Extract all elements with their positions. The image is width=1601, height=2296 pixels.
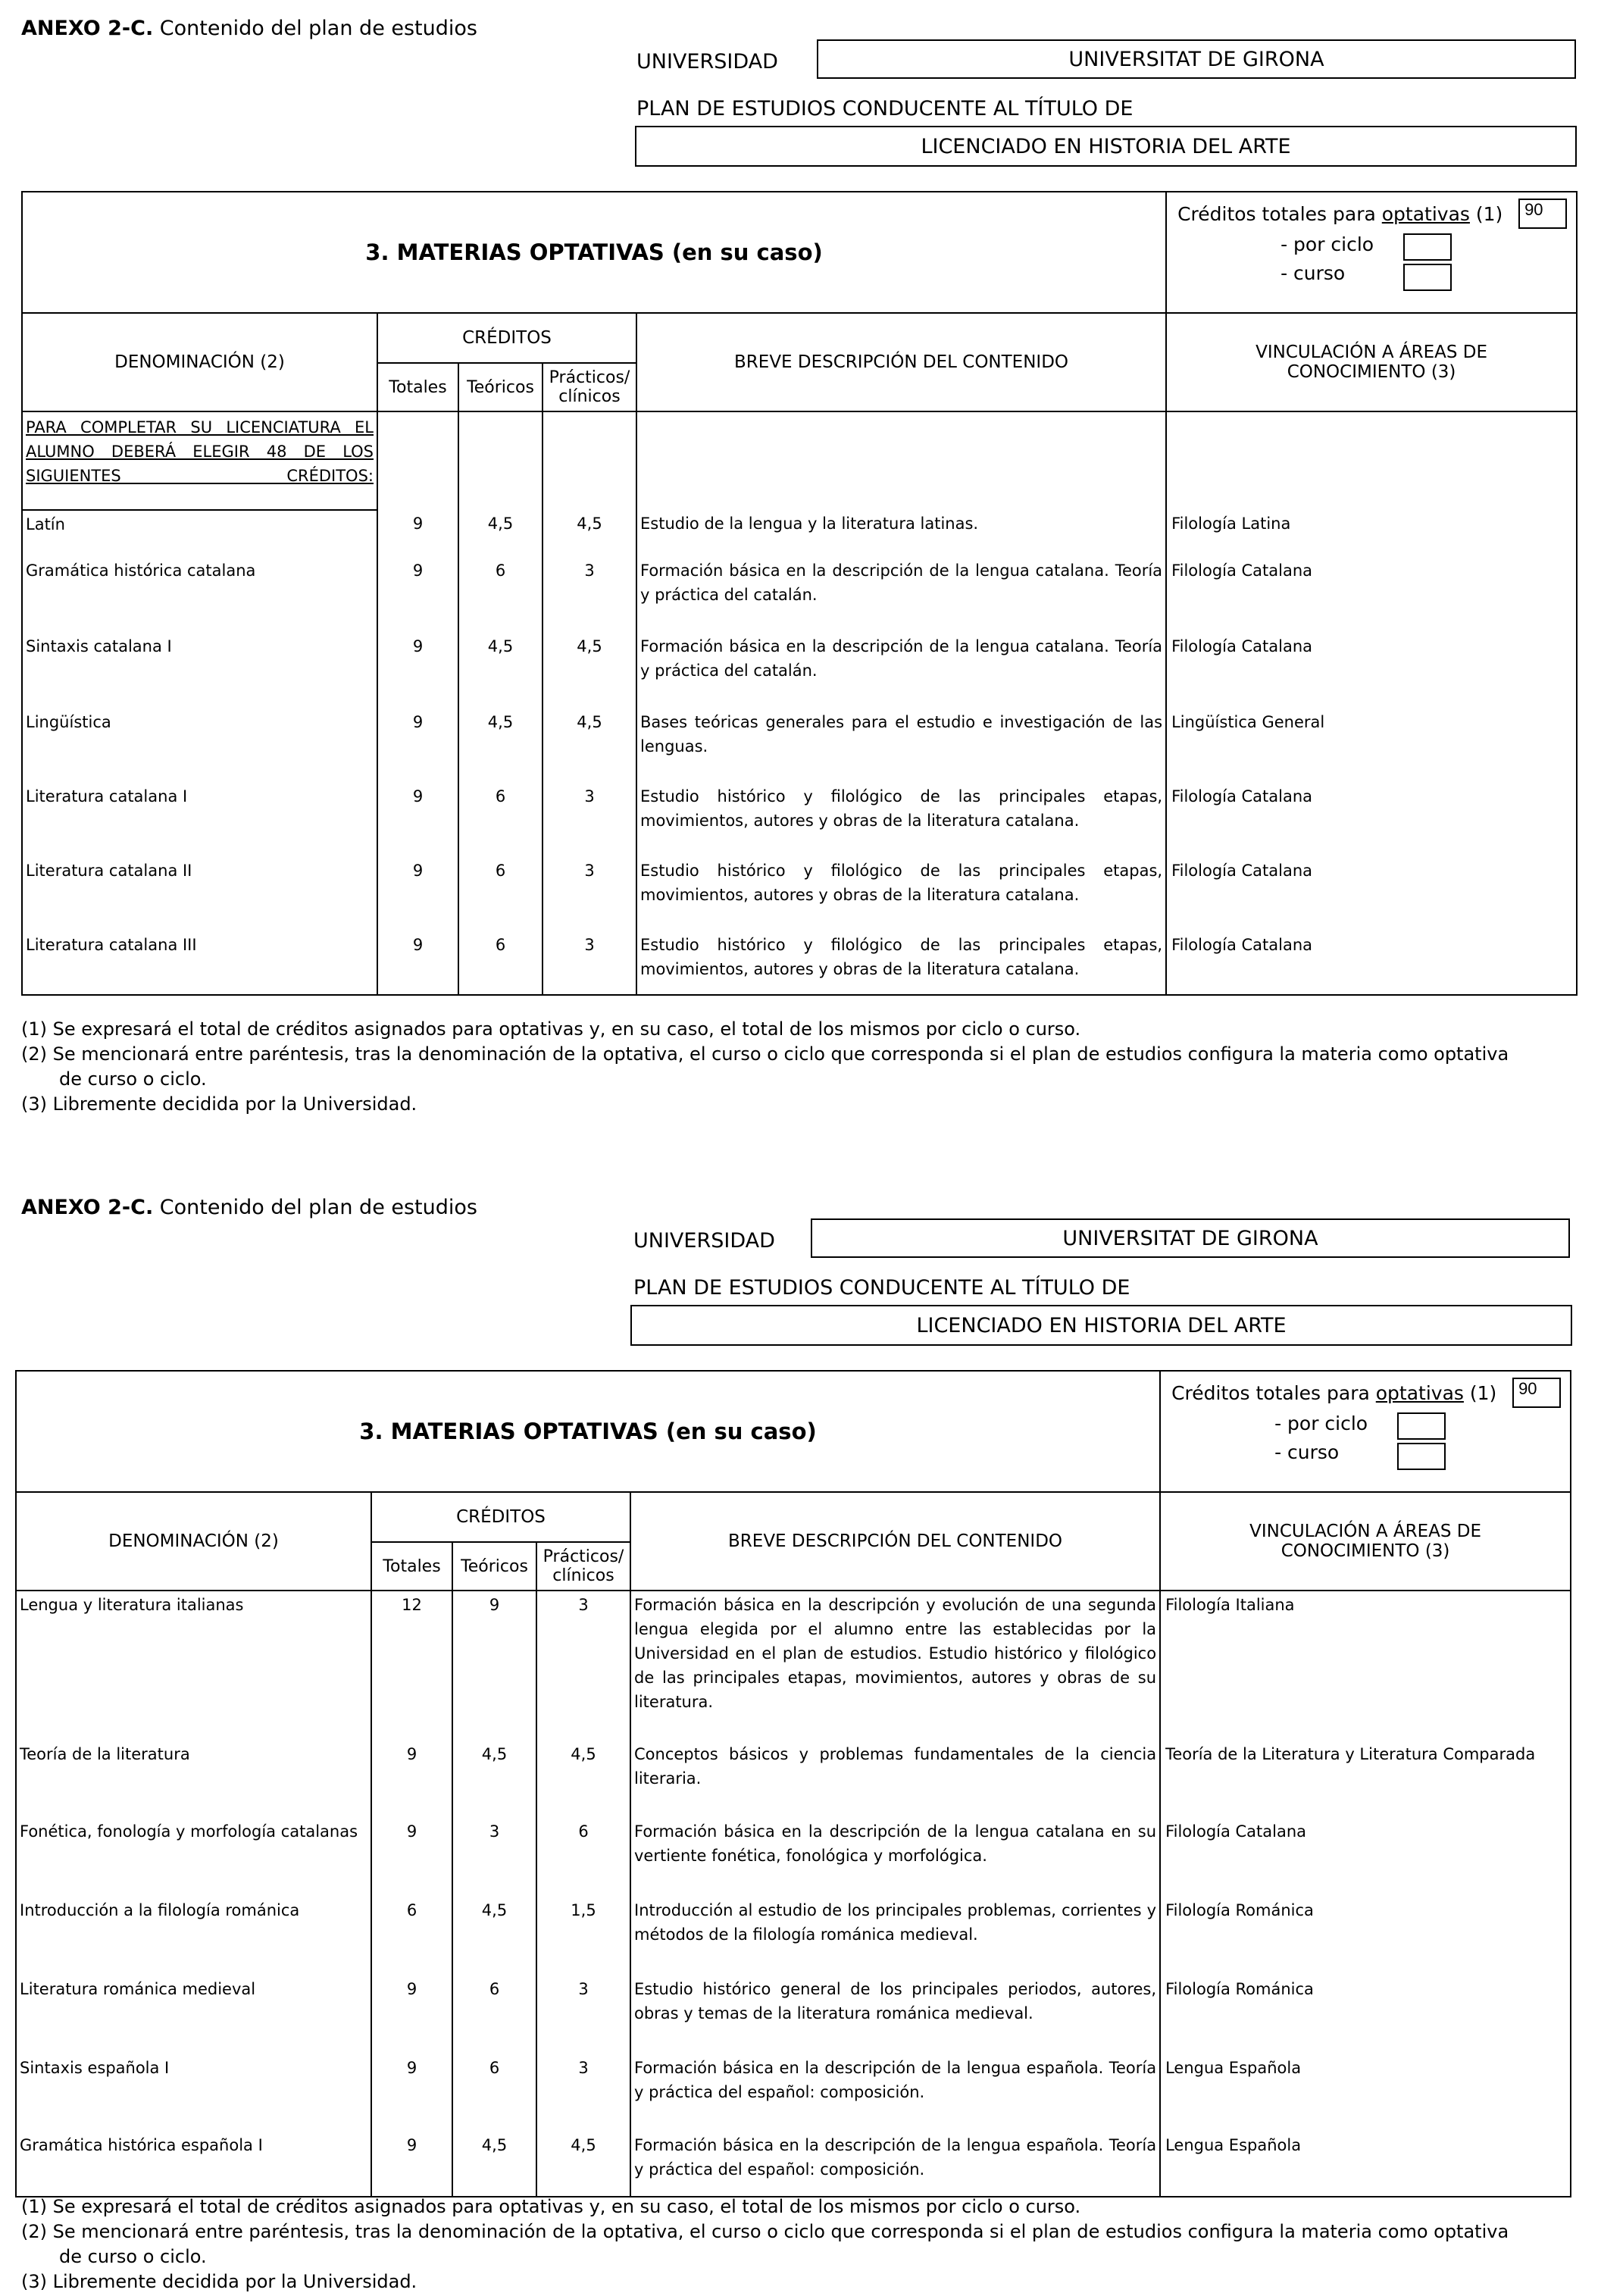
area-conocimiento: Filología Catalana (1166, 633, 1577, 709)
area-conocimiento: Lengua Española (1160, 2132, 1571, 2197)
table-row (22, 633, 1577, 709)
creditos-totales: 9 (371, 1741, 452, 1818)
asignatura-name: Sintaxis española I (16, 2054, 371, 2132)
area-conocimiento: Filología Catalana (1166, 931, 1577, 995)
creditos-teoricos: 6 (452, 2054, 536, 2132)
descripcion: Formación básica en la descripción de la lengua catalana. Teoría y práctica del catalán. (636, 633, 1166, 709)
descripcion: Formación básica en la descripción y evolución de una segunda lengua elegida por el alumno entre las establecidas por la Universidad en el plan de estudios. Estudio histórico y filológico de las principales etapas, movimientos, autores y obras de su literatura. (630, 1591, 1160, 1741)
creditos-totales: 12 (371, 1591, 452, 1741)
asignatura-name: Literatura románica medieval (16, 1975, 371, 2054)
plan-label: PLAN DE ESTUDIOS CONDUCENTE AL TÍTULO DE (636, 97, 1134, 120)
por-ciclo-label: - por ciclo (1280, 233, 1374, 255)
creditos-teoricos: 4,5 (452, 2132, 536, 2197)
universidad-label: UNIVERSIDAD (636, 50, 778, 74)
col-teoricos: Teóricos (452, 1542, 536, 1591)
table-row (16, 1741, 1571, 1818)
descripcion: Estudio histórico y filológico de las principales etapas, movimientos, autores y obras de la literatura catalana. (636, 931, 1166, 995)
creditos-teoricos: 4,5 (452, 1741, 536, 1818)
footnote-2-cont: de curso o ciclo. (59, 1068, 207, 1090)
creditos-practicos: 3 (543, 783, 636, 857)
creditos-totales-cell (1160, 1371, 1571, 1492)
creditos-totales-value: 90 (1518, 199, 1567, 229)
table-row (22, 557, 1577, 633)
creditos-teoricos: 3 (452, 1818, 536, 1897)
table-row (22, 510, 1577, 557)
universidad-value: UNIVERSITAT DE GIRONA (811, 1218, 1570, 1258)
asignatura-name: Sintaxis catalana I (22, 633, 377, 709)
titulo-value: LICENCIADO EN HISTORIA DEL ARTE (635, 126, 1577, 167)
por-ciclo-box (1403, 233, 1452, 261)
curso-box (1403, 264, 1452, 291)
universidad-label: UNIVERSIDAD (633, 1229, 775, 1253)
area-conocimiento: Filología Románica (1160, 1897, 1571, 1975)
descripcion: Conceptos básicos y problemas fundamentales de la ciencia literaria. (630, 1741, 1160, 1818)
col-denominacion: DENOMINACIÓN (2) (22, 313, 377, 411)
section-title: 3. MATERIAS OPTATIVAS (en su caso) (22, 192, 1166, 313)
table-row (16, 2054, 1571, 2132)
area-conocimiento: Filología Italiana (1160, 1591, 1571, 1741)
area-conocimiento: Filología Románica (1160, 1975, 1571, 2054)
area-conocimiento: Filología Catalana (1166, 783, 1577, 857)
table-row (16, 1818, 1571, 1897)
optativas-table (21, 191, 1578, 996)
descripcion: Introducción al estudio de los principales problemas, corrientes y métodos de la filología románica medieval. (630, 1897, 1160, 1975)
creditos-totales: 9 (371, 2132, 452, 2197)
creditos-practicos: 3 (543, 931, 636, 995)
table-row (22, 783, 1577, 857)
creditos-totales: 9 (371, 1818, 452, 1897)
descripcion: Formación básica en la descripción de la lengua española. Teoría y práctica del español: composición. (630, 2132, 1160, 2197)
asignatura-name: Literatura catalana II (22, 857, 377, 931)
anexo-heading: ANEXO 2-C. Contenido del plan de estudios (21, 1196, 477, 1219)
area-conocimiento: Teoría de la Literatura y Literatura Comparada (1160, 1741, 1571, 1818)
curso-label: - curso (1274, 1441, 1340, 1463)
creditos-practicos: 4,5 (543, 510, 636, 557)
footnote-2-cont: de curso o ciclo. (59, 2246, 207, 2267)
table-row (16, 1975, 1571, 2054)
col-totales: Totales (371, 1542, 452, 1591)
descripcion: Formación básica en la descripción de la lengua catalana. Teoría y práctica del catalán. (636, 557, 1166, 633)
creditos-practicos: 4,5 (536, 1741, 630, 1818)
asignatura-name: Lingüística (22, 709, 377, 783)
col-creditos: CRÉDITOS (377, 313, 636, 363)
section-title: 3. MATERIAS OPTATIVAS (en su caso) (16, 1371, 1160, 1492)
creditos-teoricos: 6 (458, 783, 543, 857)
col-creditos: CRÉDITOS (371, 1492, 630, 1542)
creditos-practicos: 3 (543, 557, 636, 633)
descripcion: Estudio histórico y filológico de las principales etapas, movimientos, autores y obras de la literatura catalana. (636, 783, 1166, 857)
creditos-teoricos: 4,5 (458, 709, 543, 783)
table-row (22, 931, 1577, 995)
footnote-2: (2) Se mencionará entre paréntesis, tras la denominación de la optativa, el curso o ciclo que corresponda si el plan de estudios configura la materia como optativa (21, 1043, 1509, 1065)
table-row (16, 1591, 1571, 1741)
plan-label: PLAN DE ESTUDIOS CONDUCENTE AL TÍTULO DE (633, 1276, 1130, 1300)
creditos-practicos: 4,5 (536, 2132, 630, 2197)
creditos-totales: 9 (371, 2054, 452, 2132)
creditos-totales: 9 (377, 510, 458, 557)
asignatura-name: Literatura catalana I (22, 783, 377, 857)
col-vinculacion: VINCULACIÓN A ÁREAS DE CONOCIMIENTO (3) (1160, 1492, 1571, 1591)
creditos-teoricos: 6 (458, 557, 543, 633)
asignatura-name: Literatura catalana III (22, 931, 377, 995)
area-conocimiento: Filología Catalana (1166, 857, 1577, 931)
por-ciclo-box (1397, 1412, 1446, 1440)
creditos-teoricos: 6 (458, 931, 543, 995)
footnote-1: (1) Se expresará el total de créditos asignados para optativas y, en su caso, el total de los mismos por ciclo o curso. (21, 2196, 1081, 2217)
creditos-totales: 9 (377, 557, 458, 633)
col-practicos: Prácticos/ clínicos (536, 1542, 630, 1591)
asignatura-name: Latín (22, 510, 377, 557)
creditos-practicos: 6 (536, 1818, 630, 1897)
col-descripcion: BREVE DESCRIPCIÓN DEL CONTENIDO (630, 1492, 1160, 1591)
creditos-totales: 9 (377, 709, 458, 783)
asignatura-name: Gramática histórica española I (16, 2132, 371, 2197)
creditos-teoricos: 4,5 (458, 633, 543, 709)
creditos-totales: 9 (377, 783, 458, 857)
creditos-totales-cell (1166, 192, 1577, 313)
area-conocimiento: Filología Catalana (1166, 557, 1577, 633)
creditos-totales: 9 (377, 633, 458, 709)
table-row (22, 857, 1577, 931)
creditos-practicos: 1,5 (536, 1897, 630, 1975)
col-teoricos: Teóricos (458, 363, 543, 411)
titulo-value: LICENCIADO EN HISTORIA DEL ARTE (630, 1305, 1572, 1346)
creditos-practicos: 4,5 (543, 709, 636, 783)
descripcion: Bases teóricas generales para el estudio e investigación de las lenguas. (636, 709, 1166, 783)
asignatura-name: Introducción a la filología románica (16, 1897, 371, 1975)
col-descripcion: BREVE DESCRIPCIÓN DEL CONTENIDO (636, 313, 1166, 411)
creditos-practicos: 4,5 (543, 633, 636, 709)
creditos-teoricos: 4,5 (452, 1897, 536, 1975)
descripcion: Formación básica en la descripción de la lengua española. Teoría y práctica del español: composición. (630, 2054, 1160, 2132)
por-ciclo-label: - por ciclo (1274, 1412, 1368, 1434)
descripcion: Estudio de la lengua y la literatura latinas. (636, 510, 1166, 557)
creditos-totales: 6 (371, 1897, 452, 1975)
creditos-teoricos: 6 (452, 1975, 536, 2054)
footnote-3: (3) Libremente decidida por la Universidad. (21, 1093, 417, 1115)
intro-text: PARA COMPLETAR SU LICENCIATURA EL ALUMNO DEBERÁ ELEGIR 48 DE LOS SIGUIENTES CRÉDITOS: (22, 411, 377, 510)
universidad-value: UNIVERSITAT DE GIRONA (817, 39, 1576, 79)
area-conocimiento: Lingüística General (1166, 709, 1577, 783)
col-denominacion: DENOMINACIÓN (2) (16, 1492, 371, 1591)
creditos-totales: 9 (371, 1975, 452, 2054)
creditos-totales: 9 (377, 857, 458, 931)
asignatura-name: Fonética, fonología y morfología catalanas (16, 1818, 371, 1897)
creditos-totales-label: Créditos totales para optativas (1) (1177, 203, 1503, 225)
table-row (16, 1897, 1571, 1975)
optativas-table (15, 1370, 1571, 2197)
table-row (22, 709, 1577, 783)
footnotes (21, 1017, 1509, 1117)
creditos-practicos: 3 (536, 1591, 630, 1741)
creditos-totales: 9 (377, 931, 458, 995)
footnote-2: (2) Se mencionará entre paréntesis, tras la denominación de la optativa, el curso o ciclo que corresponda si el plan de estudios configura la materia como optativa (21, 2221, 1509, 2242)
creditos-practicos: 3 (543, 857, 636, 931)
descripcion: Formación básica en la descripción de la lengua catalana en su vertiente fonética, fonológica y morfológica. (630, 1818, 1160, 1897)
footnotes (21, 2194, 1509, 2294)
creditos-totales-label: Créditos totales para optativas (1) (1171, 1382, 1497, 1404)
col-practicos: Prácticos/ clínicos (543, 363, 636, 411)
creditos-teoricos: 4,5 (458, 510, 543, 557)
creditos-practicos: 3 (536, 1975, 630, 2054)
area-conocimiento: Filología Latina (1166, 510, 1577, 557)
creditos-teoricos: 9 (452, 1591, 536, 1741)
asignatura-name: Gramática histórica catalana (22, 557, 377, 633)
descripcion: Estudio histórico y filológico de las principales etapas, movimientos, autores y obras de la literatura catalana. (636, 857, 1166, 931)
anexo-heading: ANEXO 2-C. Contenido del plan de estudios (21, 17, 477, 40)
footnote-3: (3) Libremente decidida por la Universidad. (21, 2271, 417, 2292)
col-vinculacion: VINCULACIÓN A ÁREAS DE CONOCIMIENTO (3) (1166, 313, 1577, 411)
creditos-totales-value: 90 (1512, 1378, 1561, 1408)
creditos-practicos: 3 (536, 2054, 630, 2132)
asignatura-name: Lengua y literatura italianas (16, 1591, 371, 1741)
area-conocimiento: Lengua Española (1160, 2054, 1571, 2132)
footnote-1: (1) Se expresará el total de créditos asignados para optativas y, en su caso, el total de los mismos por ciclo o curso. (21, 1018, 1081, 1040)
creditos-teoricos: 6 (458, 857, 543, 931)
area-conocimiento: Filología Catalana (1160, 1818, 1571, 1897)
asignatura-name: Teoría de la literatura (16, 1741, 371, 1818)
curso-box (1397, 1443, 1446, 1470)
col-totales: Totales (377, 363, 458, 411)
curso-label: - curso (1280, 262, 1346, 284)
descripcion: Estudio histórico general de los principales periodos, autores, obras y temas de la literatura románica medieval. (630, 1975, 1160, 2054)
table-row (16, 2132, 1571, 2197)
